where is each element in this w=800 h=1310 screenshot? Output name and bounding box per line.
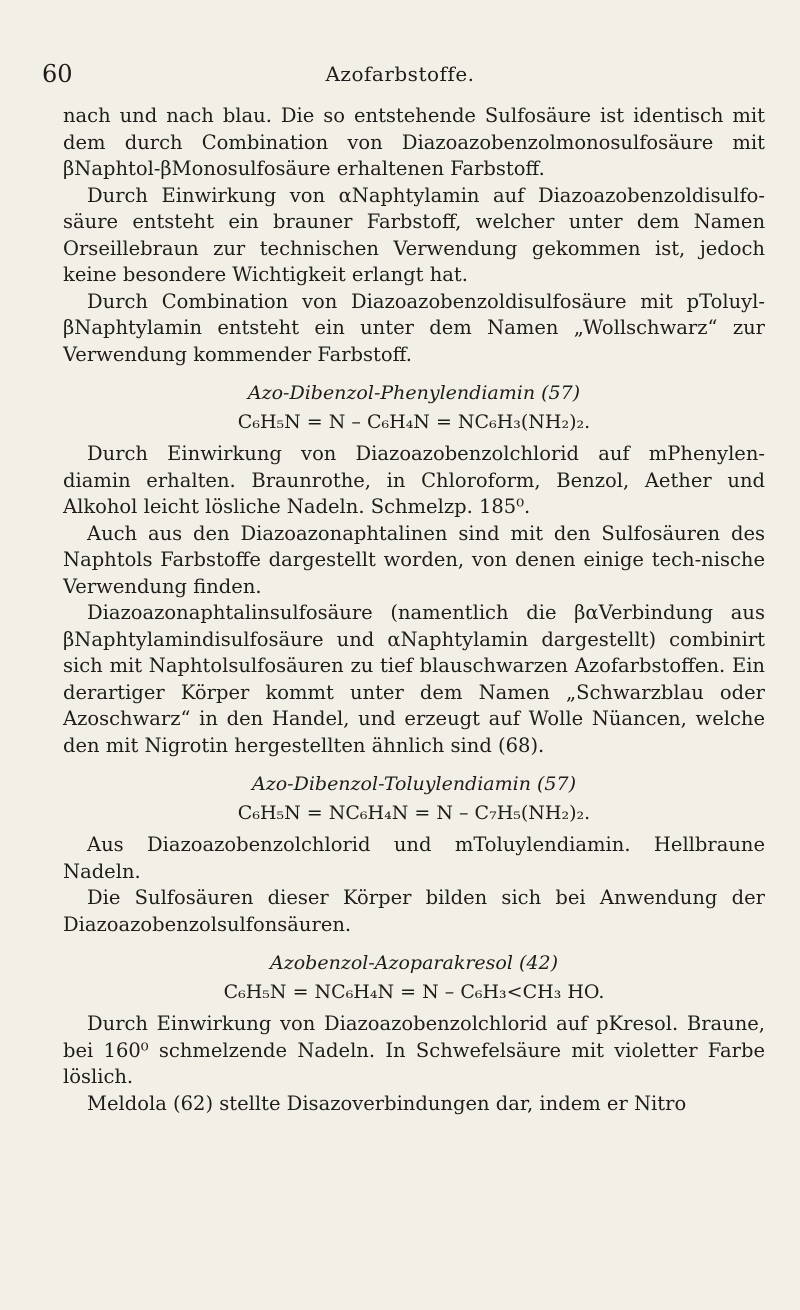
paragraph: Diazoazonaphtalinsulfosäure (namentlich die βαVerbindung aus βNaphtylamindisulfosäure und αNaphtylamin dargestellt) combinirt sich mit Naphtolsulfosäuren zu tief blauschwarzen Azofarbstoffen. Ein derartiger Körper kommt unter dem Namen „Schwarzblau oder Azoschwarz“ in den Handel, und erzeugt auf Wolle Nüancen, welche den mit Nigrotin hergestellten ähnlich sind (68). (63, 601, 765, 757)
paragraph: Die Sulfosäuren dieser Körper bilden sich bei Anwendung der Diazoazobenzolsulfonsäuren. (63, 886, 765, 936)
chemical-formula: C₆H₅N = N – C₆H₄N = NC₆H₃(NH₂)₂. (237, 410, 591, 433)
paragraph: Durch Einwirkung von Diazoazobenzolchlorid auf pKresol. Braune, bei 160⁰ schmelzende Nadeln. In Schwefelsäure mit violetter Farbe löslich. (63, 1012, 765, 1088)
paragraph: Durch Einwirkung von αNaphtylamin auf Diazoazobenzoldisulfo-säure entsteht ein brauner Farbstoff, welcher unter dem Namen Orseillebraun zur technischen Verwendung gekommen ist, jedoch keine besondere Wichtigkeit erlangt hat. (63, 183, 765, 286)
paragraph: Durch Combination von Diazoazobenzoldisulfosäure mit pToluyl-βNaphtylamin entsteht ein unter dem Namen „Wollschwarz“ zur Verwendung kommender Farbstoff. (63, 289, 765, 366)
paragraph: nach und nach blau. Die so entstehende Sulfosäure ist identisch mit dem durch Combination von Diazoazobenzolmonosulfosäure mit βNaphtol-βMonosulfosäure erhaltenen Farbstoff. (63, 104, 765, 180)
running-title: Azofarbstoffe. (325, 62, 475, 86)
compound-heading: Azo-Dibenzol-Toluylendiamin (57) (252, 773, 576, 795)
chemical-formula: C₆H₅N = NC₆H₄N = N – C₇H₅(NH₂)₂. (237, 801, 591, 824)
paragraph: Durch Einwirkung von Diazoazobenzolchlorid auf mPhenylen-diamin erhalten. Braunrothe, in Chloroform, Benzol, Aether und Alkohol leicht lösliche Nadeln. Schmelzp. 185⁰. (63, 442, 765, 518)
paragraph: Auch aus den Diazoazonaphtalinen sind mit den Sulfosäuren des Naphtols Farbstoffe dargestellt worden, von denen einige tech-nische Verwendung finden. (63, 521, 765, 598)
paragraph: Meldola (62) stellte Disazoverbindungen dar, indem er Nitro (87, 1091, 687, 1115)
page-header (0, 60, 800, 90)
page-body (63, 103, 765, 1117)
compound-heading: Azo-Dibenzol-Phenylendiamin (57) (247, 382, 581, 404)
chemical-formula: C₆H₅N = NC₆H₄N = N – C₆H₃<CH₃ HO. (223, 980, 605, 1003)
compound-heading: Azobenzol-Azoparakresol (42) (270, 952, 558, 974)
page-number: 60 (42, 60, 73, 88)
paragraph: Aus Diazoazobenzolchlorid und mToluylendiamin. Hellbraune Nadeln. (63, 833, 765, 883)
